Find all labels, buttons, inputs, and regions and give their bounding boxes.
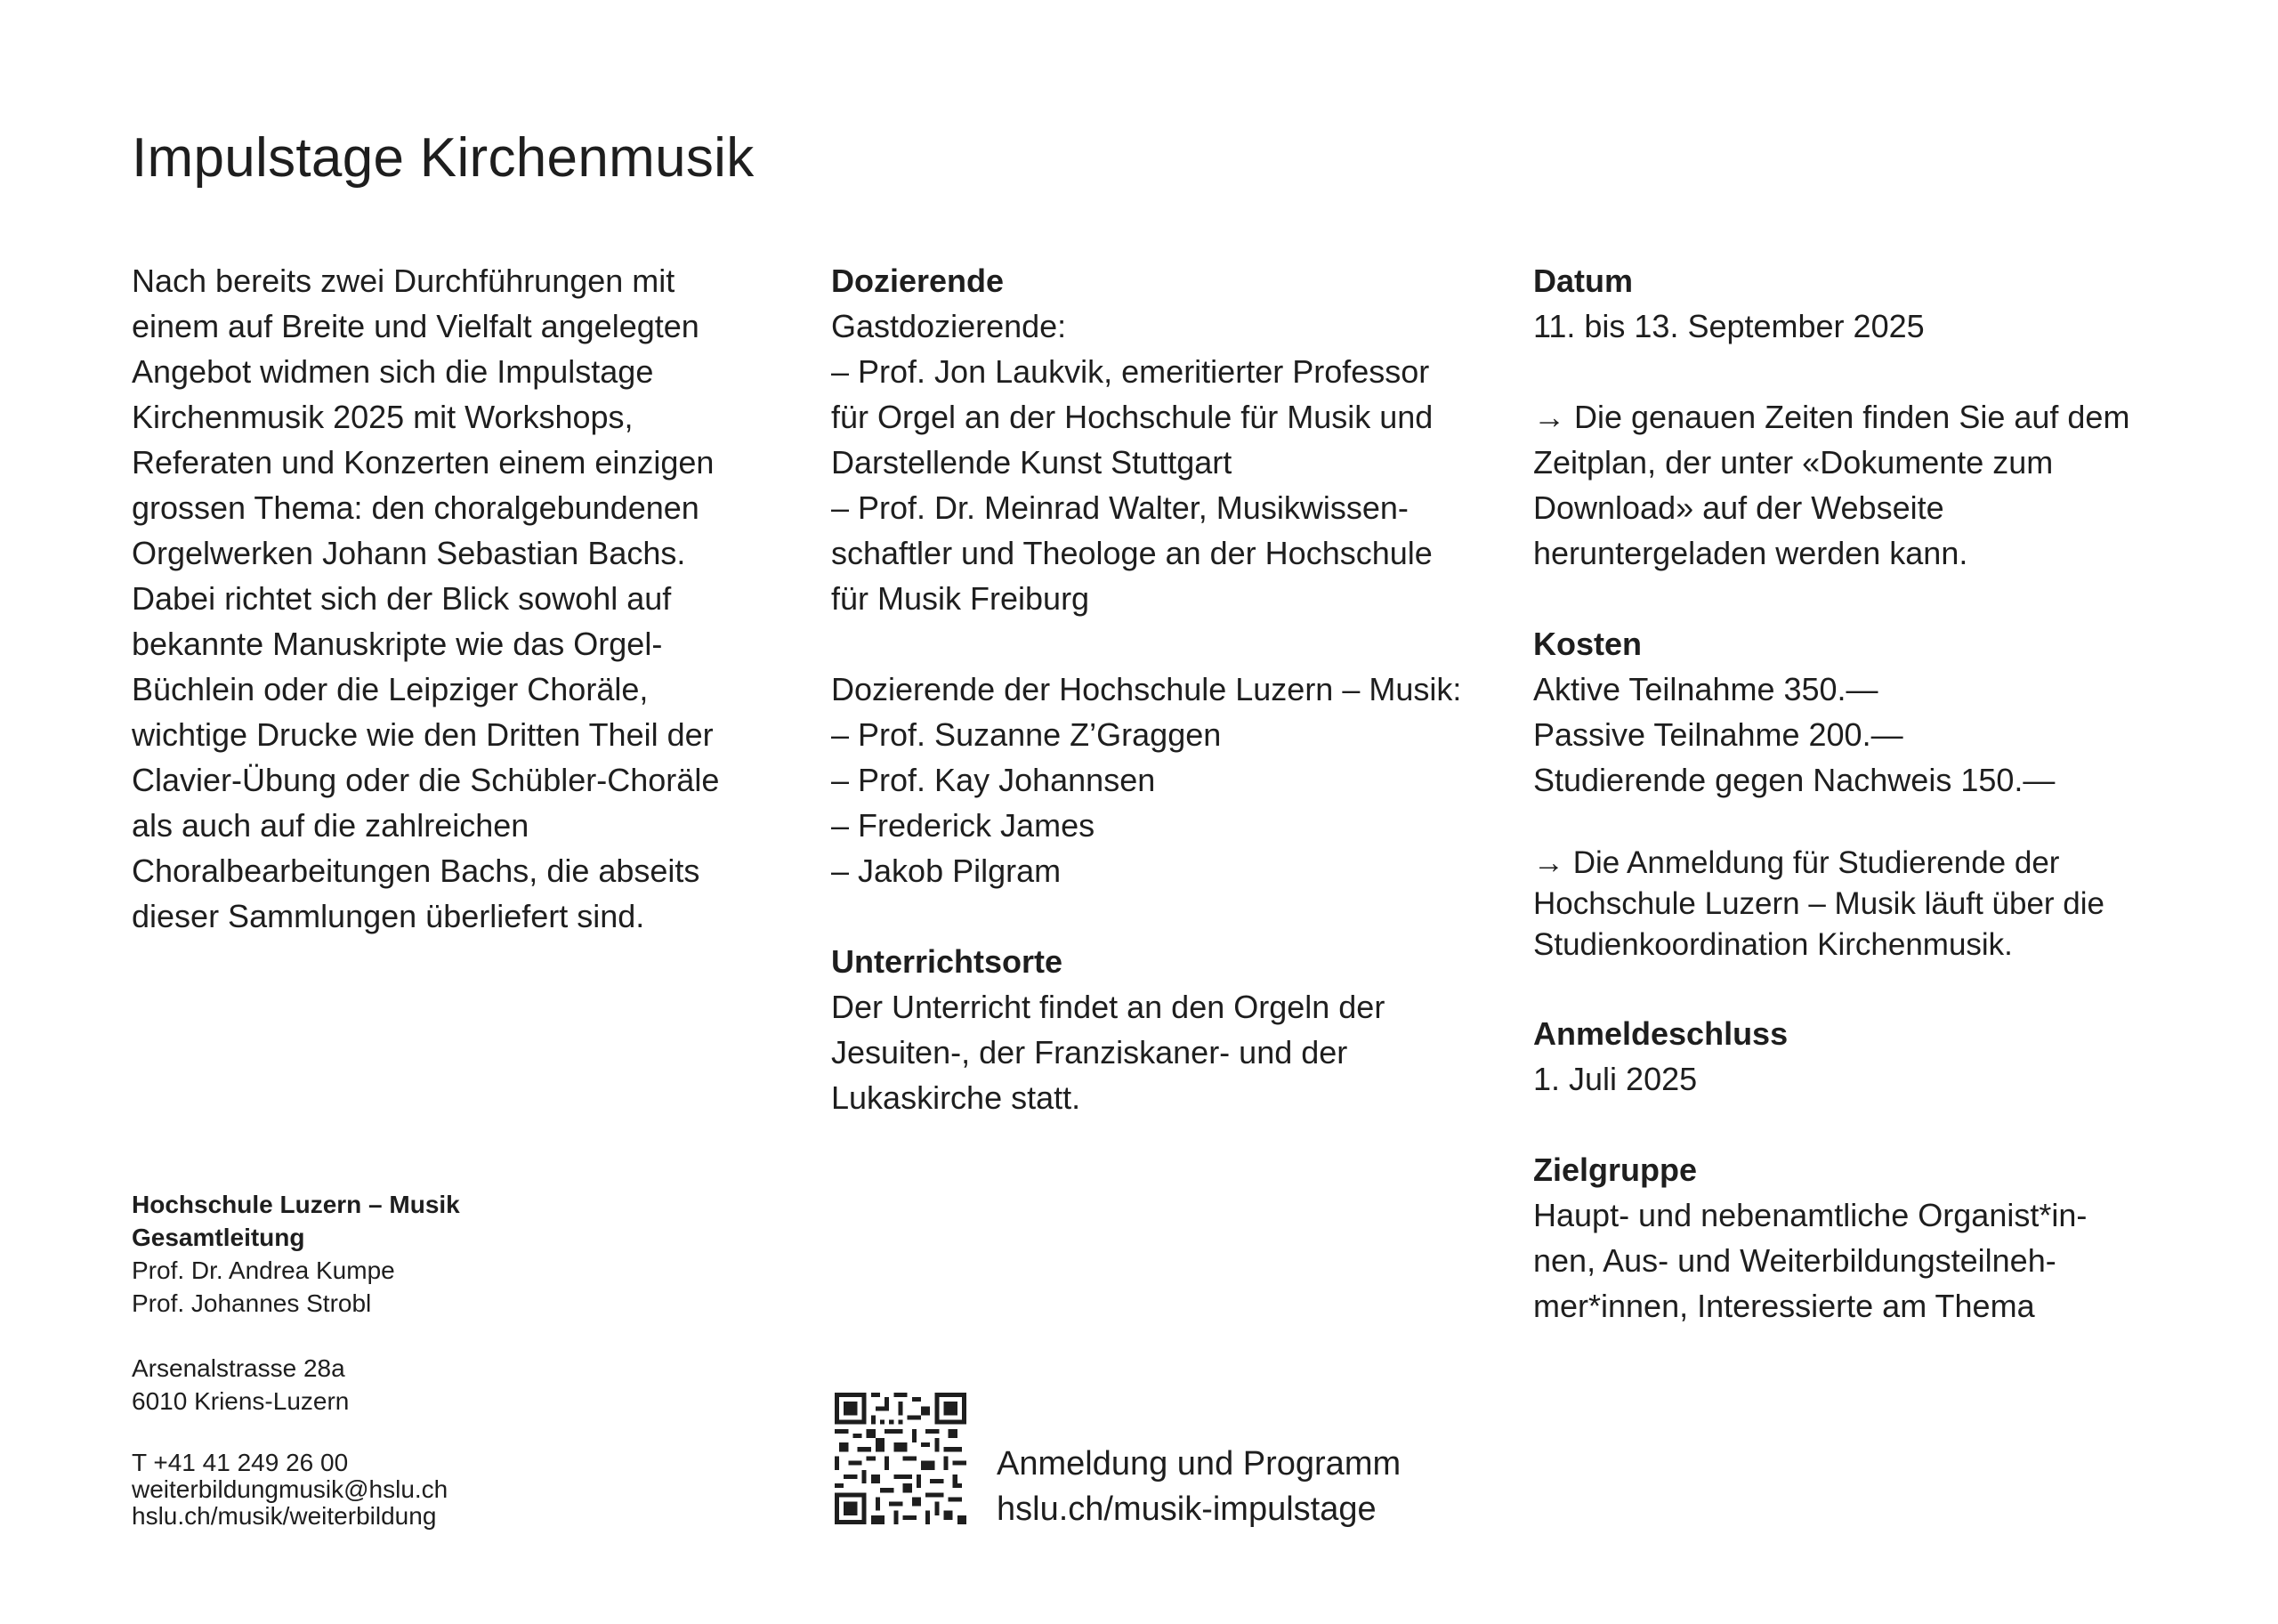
intro-line: dieser Sammlungen überliefert sind. [132, 898, 645, 934]
manager-name: Prof. Johannes Strobl [132, 1289, 372, 1317]
intro-line: grossen Thema: den choralgebundenen [132, 489, 699, 526]
deadline-section [1533, 1011, 2192, 1102]
intro-column [132, 258, 790, 939]
student-registration-note [1533, 843, 2192, 966]
manager-name: Prof. Dr. Andrea Kumpe [132, 1256, 395, 1284]
deadline-heading: Anmeldeschluss [1533, 1015, 1789, 1052]
hslu-lecturers-section [831, 667, 1490, 893]
cost-item: Studierende gegen Nachweis 150.— [1533, 762, 2056, 798]
schedule-note [1533, 394, 2192, 576]
schedule-note-line: Download» auf der Webseite [1533, 489, 1944, 526]
intro-text [132, 258, 790, 939]
audience-line: Haupt- und nebenamtliche Organist*in- [1533, 1197, 2088, 1233]
management-label: Gesamtleitung [132, 1224, 305, 1251]
guest-lecturer-line: – Prof. Jon Laukvik, emeritierter Professor [831, 353, 1430, 390]
phone-number: T +41 41 249 26 00 [132, 1449, 349, 1476]
website-link[interactable]: hslu.ch/musik/weiterbildung [132, 1502, 437, 1530]
schedule-note-line: → Die genauen Zeiten finden Sie auf dem [1533, 399, 2130, 435]
student-note-line: Studienkoordination Kirchenmusik. [1533, 927, 2013, 962]
schedule-note-line: Zeitplan, der unter «Dokumente zum [1533, 444, 2054, 481]
cost-item: Passive Teilnahme 200.— [1533, 716, 1903, 753]
locations-line: Der Unterricht findet an den Orgeln der [831, 989, 1385, 1025]
intro-line: als auch auf die zahlreichen [132, 807, 529, 844]
lecturers-column [831, 258, 1490, 1166]
registration-link[interactable]: hslu.ch/musik-impulstage [997, 1491, 1377, 1528]
intro-line: Kirchenmusik 2025 mit Workshops, [132, 399, 634, 435]
intro-line: wichtige Drucke wie den Dritten Theil der [132, 716, 714, 753]
intro-line: Angebot widmen sich die Impulstage [132, 353, 654, 390]
costs-section [1533, 621, 2192, 803]
intro-line: Nach bereits zwei Durchführungen mit [132, 263, 675, 299]
locations-section [831, 939, 1490, 1120]
guest-lecturer-line: – Prof. Dr. Meinrad Walter, Musikwissen- [831, 489, 1409, 526]
page-title: Impulstage Kirchenmusik [132, 127, 755, 189]
lecturers-section [831, 258, 1490, 621]
address-line: Arsenalstrasse 28a [132, 1354, 345, 1382]
hslu-lecturer: – Jakob Pilgram [831, 852, 1062, 889]
audience-section [1533, 1147, 2192, 1329]
registration-info [997, 1442, 1401, 1532]
intro-line: bekannte Manuskripte wie das Orgel- [132, 626, 663, 662]
audience-heading: Zielgruppe [1533, 1151, 1698, 1188]
student-note-line: → Die Anmeldung für Studierende der [1533, 845, 2060, 880]
org-name: Hochschule Luzern – Musik [132, 1191, 460, 1218]
deadline-value: 1. Juli 2025 [1533, 1061, 1698, 1097]
guest-lecturer-line: für Orgel an der Hochschule für Musik und [831, 399, 1434, 435]
schedule-note-line: heruntergeladen werden kann. [1533, 535, 1968, 571]
date-value: 11. bis 13. September 2025 [1533, 308, 1925, 344]
guest-lecturer-line: für Musik Freiburg [831, 580, 1090, 617]
guest-lecturer-line: schaftler und Theologe an der Hochschule [831, 535, 1433, 571]
hslu-lecturer: – Frederick James [831, 807, 1095, 844]
address-line: 6010 Kriens-Luzern [132, 1387, 350, 1415]
guest-lecturers-label: Gastdozierende: [831, 308, 1067, 344]
hslu-lecturer: – Prof. Suzanne Z’Graggen [831, 716, 1222, 753]
student-note-line: Hochschule Luzern – Musik läuft über die [1533, 886, 2105, 921]
intro-line: Clavier-Übung oder die Schübler-Choräle [132, 762, 720, 798]
locations-line: Lukaskirche statt. [831, 1079, 1081, 1116]
registration-label: Anmeldung und Programm [997, 1445, 1402, 1483]
intro-line: Büchlein oder die Leipziger Choräle, [132, 671, 649, 707]
email-link[interactable]: weiterbildungmusik@hslu.ch [132, 1475, 448, 1503]
guest-lecturers [831, 303, 1490, 621]
intro-line: einem auf Breite und Vielfalt angelegten [132, 308, 699, 344]
costs-heading: Kosten [1533, 626, 1643, 662]
contact-footer [132, 1188, 755, 1530]
cost-item: Aktive Teilnahme 350.— [1533, 671, 1878, 707]
lecturers-heading: Dozierende [831, 263, 1005, 299]
intro-line: Referaten und Konzerten einem einzigen [132, 444, 715, 481]
hslu-lecturers [831, 667, 1490, 893]
audience-line: nen, Aus- und Weiterbildungsteilneh- [1533, 1242, 2056, 1279]
qr-code-icon[interactable] [835, 1393, 966, 1524]
hslu-lecturer: – Prof. Kay Johannsen [831, 762, 1156, 798]
date-heading: Datum [1533, 263, 1634, 299]
intro-line: Choralbearbeitungen Bachs, die abseits [132, 852, 700, 889]
guest-lecturer-line: Darstellende Kunst Stuttgart [831, 444, 1232, 481]
intro-line: Dabei richtet sich der Blick sowohl auf [132, 580, 672, 617]
locations-heading: Unterrichtsorte [831, 943, 1063, 980]
locations-line: Jesuiten-, der Franziskaner- und der [831, 1034, 1348, 1071]
hslu-lecturers-label: Dozierende der Hochschule Luzern – Musik: [831, 671, 1462, 707]
intro-line: Orgelwerken Johann Sebastian Bachs. [132, 535, 686, 571]
locations-text [831, 984, 1490, 1120]
facts-column [1533, 258, 2192, 1374]
date-section [1533, 258, 2192, 349]
audience-line: mer*innen, Interessierte am Thema [1533, 1288, 2035, 1324]
